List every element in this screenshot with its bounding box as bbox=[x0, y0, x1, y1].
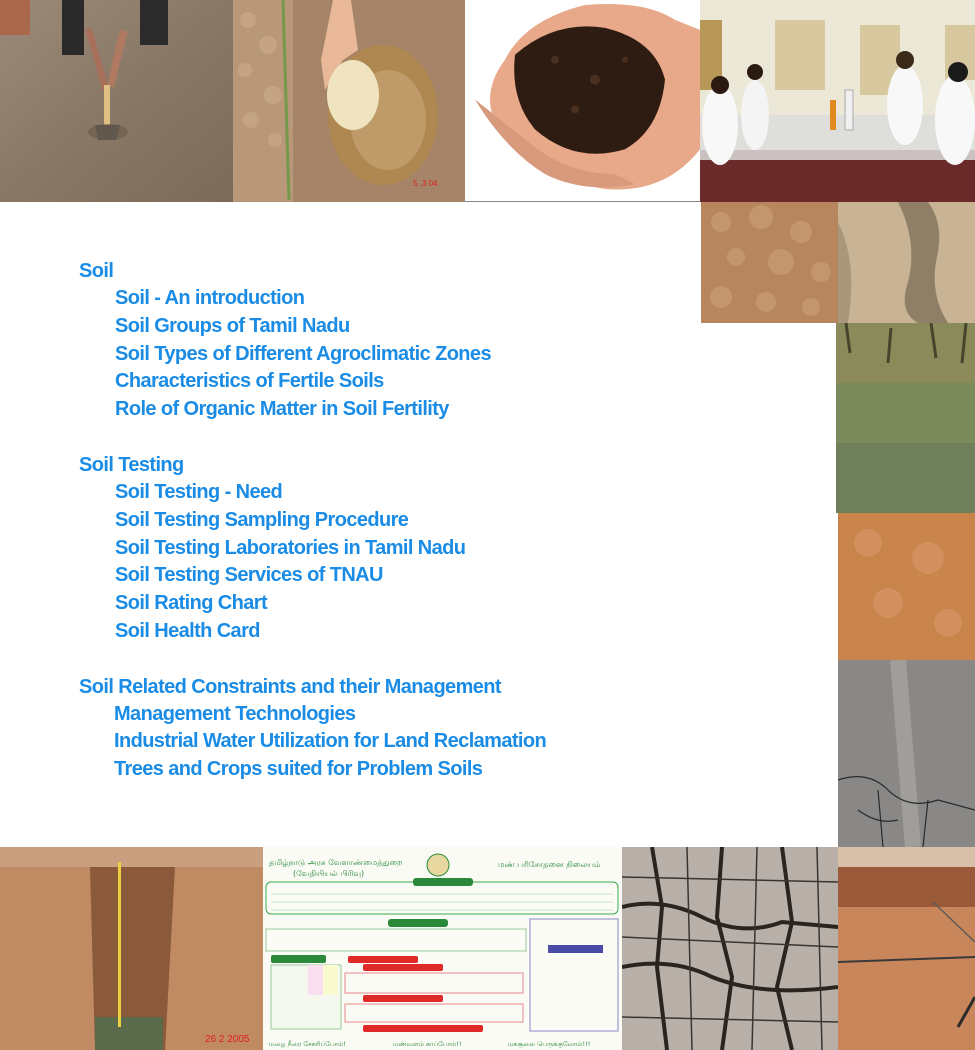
section-soil-constraints bbox=[79, 673, 679, 784]
soil-health-card-image bbox=[263, 847, 622, 1050]
link-characteristics-fertile-soils[interactable]: Characteristics of Fertile Soils bbox=[115, 370, 384, 393]
gray-cracked-soil-photo bbox=[838, 660, 975, 847]
orange-soil-texture-photo bbox=[838, 513, 975, 660]
soil-testing-lab-photo bbox=[700, 0, 975, 202]
red-soil-cutting-photo bbox=[838, 847, 975, 1050]
svg-text:மழை நீரை சேகரிப்போம்!: மழை நீரை சேகரிப்போம்! bbox=[269, 1040, 346, 1048]
link-industrial-water-land-reclamation[interactable]: Industrial Water Utilization for Land Reclamation bbox=[114, 730, 547, 753]
link-soil-introduction[interactable]: Soil - An introduction bbox=[115, 287, 305, 309]
svg-text:தமிழ்நாடு அரசு வேளாண்மைத்துறை: தமிழ்நாடு அரசு வேளாண்மைத்துறை bbox=[269, 858, 403, 867]
section-soil bbox=[79, 257, 679, 424]
soil-sample-in-hand-photo bbox=[233, 0, 465, 202]
svg-text:மண் பரிசோதனை நிலையம்: மண் பரிசோதனை நிலையம் bbox=[498, 860, 601, 869]
link-soil-health-card[interactable]: Soil Health Card bbox=[115, 619, 260, 642]
link-organic-matter-soil-fertility[interactable]: Role of Organic Matter in Soil Fertility bbox=[115, 398, 449, 421]
dry-cracked-earth-photo bbox=[622, 847, 838, 1050]
sandy-soil-texture-photo bbox=[838, 202, 975, 323]
link-soil-testing-services-tnau[interactable]: Soil Testing Services of TNAU bbox=[115, 564, 383, 587]
soil-pit-profile-photo bbox=[0, 847, 263, 1050]
topics-list bbox=[79, 257, 679, 811]
svg-text:26 2 2005: 26 2 2005 bbox=[205, 1034, 250, 1045]
link-soil-testing-laboratories[interactable]: Soil Testing Laboratories in Tamil Nadu bbox=[115, 536, 466, 559]
greenish-soil-profile-photo bbox=[836, 323, 975, 513]
link-management-technologies[interactable]: Management Technologies bbox=[114, 702, 356, 725]
link-soil-rating-chart[interactable]: Soil Rating Chart bbox=[115, 592, 268, 615]
section-soil-testing bbox=[79, 451, 679, 646]
link-soil-types-agroclimatic-zones[interactable]: Soil Types of Different Agroclimatic Zones bbox=[115, 342, 491, 365]
link-soil-testing-sampling-procedure[interactable]: Soil Testing Sampling Procedure bbox=[115, 508, 409, 531]
link-trees-crops-problem-soils[interactable]: Trees and Crops suited for Problem Soils bbox=[114, 758, 483, 781]
heading-soil-testing[interactable]: Soil Testing bbox=[79, 453, 184, 476]
link-soil-testing-need[interactable]: Soil Testing - Need bbox=[115, 480, 283, 503]
svg-text:மண்வளம் காப்போம்!!: மண்வளம் காப்போம்!! bbox=[393, 1040, 462, 1048]
hoe-digging-soil-photo bbox=[0, 0, 233, 202]
link-soil-groups-tamil-nadu[interactable]: Soil Groups of Tamil Nadu bbox=[115, 314, 350, 337]
svg-text:5 .3 04: 5 .3 04 bbox=[413, 179, 438, 188]
heading-soil-constraints-management[interactable]: Soil Related Constraints and their Management bbox=[79, 675, 501, 698]
heading-soil[interactable]: Soil bbox=[79, 260, 114, 282]
red-soil-texture-photo bbox=[701, 202, 838, 323]
svg-text:மகசூலை பெருக்குவோம்!!!: மகசூலை பெருக்குவோம்!!! bbox=[508, 1040, 591, 1048]
hands-holding-soil-photo bbox=[465, 0, 700, 202]
svg-text:(வேதியியல் பிரிவு): (வேதியியல் பிரிவு) bbox=[293, 869, 365, 878]
